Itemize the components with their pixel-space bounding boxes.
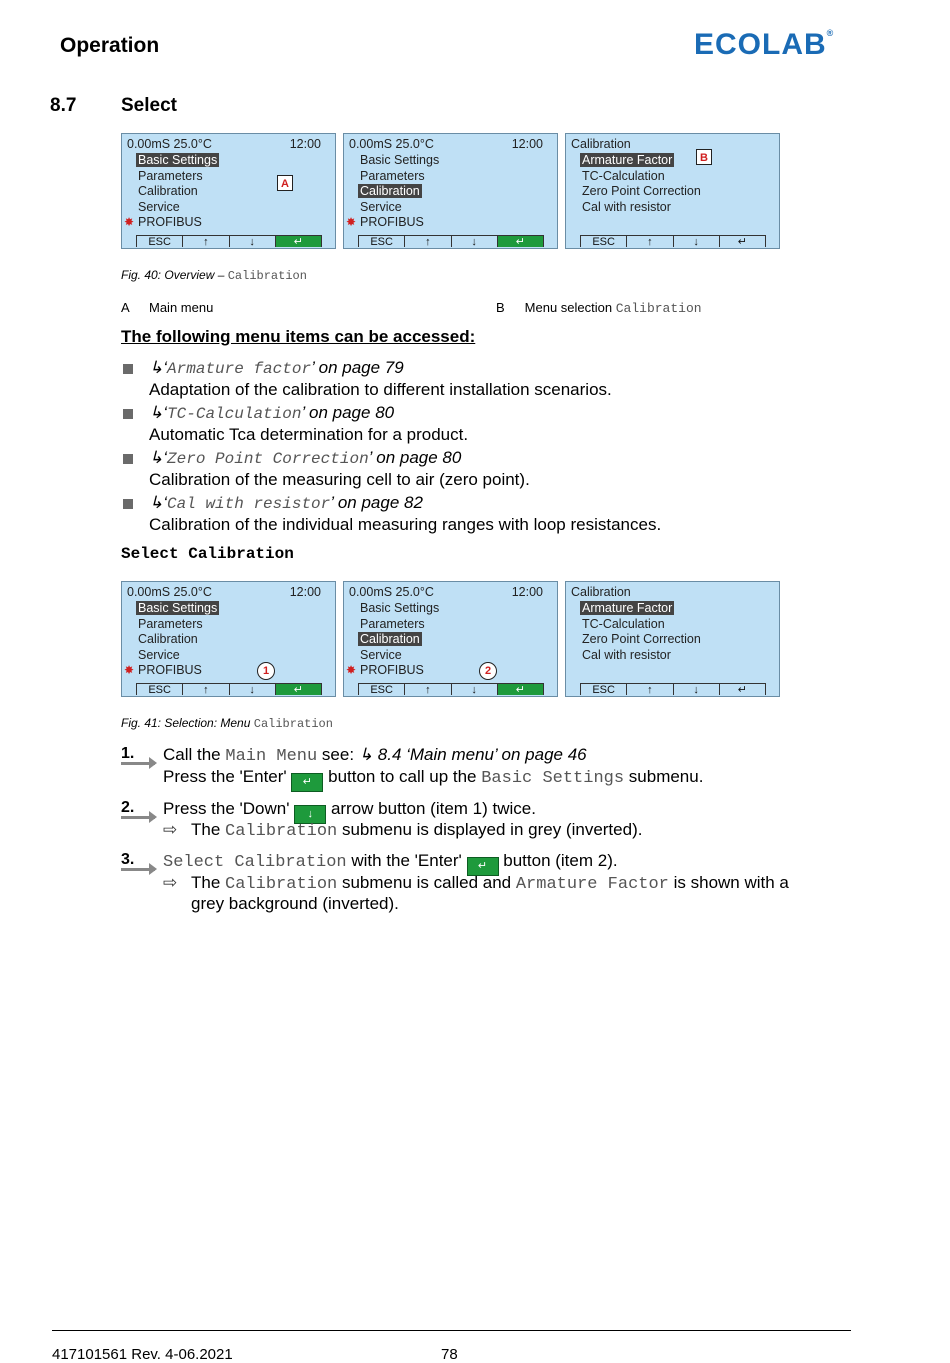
screen-clock: 12:00 [511, 137, 543, 151]
esc-key[interactable]: ESC [580, 683, 627, 695]
screen-menu-item[interactable]: Service [138, 199, 180, 214]
screen-menu-item[interactable]: Calibration [138, 184, 198, 198]
screen-menu-item[interactable]: Parameters [138, 168, 203, 183]
screen-menu-item[interactable]: Zero Point Correction [582, 632, 701, 646]
screen-menu-item[interactable]: Zero Point Correction [582, 184, 701, 198]
screen-clock: 12:00 [289, 585, 321, 599]
callout-number-2: 2 [479, 662, 497, 680]
screen-menu-item[interactable]: Cal with resistor [582, 199, 671, 214]
step-3-result: ⇨ The Calibration submenu is called and Armature Factor is shown with a [163, 873, 789, 894]
esc-key[interactable]: ESC [136, 235, 183, 247]
figure-40-caption: Fig. 40: Overview – Calibration [121, 268, 307, 283]
screen-menu-item[interactable]: Basic Settings [138, 153, 218, 167]
display-screen [343, 581, 558, 697]
screen-menu-item[interactable]: Armature Factor [582, 153, 673, 167]
down-key[interactable]: ↓ [229, 235, 276, 247]
screen-softkey-bar [580, 235, 765, 247]
enter-button-icon: ↵ [467, 857, 499, 876]
screen-menu-item[interactable]: PROFIBUS [138, 215, 202, 229]
figure-41-caption: Fig. 41: Selection: Menu Calibration [121, 716, 333, 731]
menu-item-link[interactable]: ↳‘TC-Calculation’ on page 80 [149, 403, 395, 423]
down-button-icon: ↓ [294, 805, 326, 824]
screen-menu-item[interactable]: TC-Calculation [582, 168, 665, 183]
screen-menu-item[interactable]: Service [360, 647, 402, 662]
screen-softkey-bar [358, 683, 543, 695]
callout-marker-a: A [277, 175, 293, 191]
step-3-line-1: Select Calibration with the 'Enter' ↵ button (item 2). [163, 851, 618, 876]
bullet-icon [123, 409, 133, 419]
menu-items-heading: The following menu items can be accessed: [121, 327, 476, 346]
screen-menu-item[interactable]: TC-Calculation [582, 616, 665, 631]
link-icon: ↳ [149, 358, 164, 377]
alert-star-icon: ✸ [346, 215, 357, 229]
screen-menu-item[interactable]: Cal with resistor [582, 647, 671, 662]
screen-menu-item[interactable]: PROFIBUS [360, 663, 424, 677]
screen-menu-item[interactable]: Service [138, 647, 180, 662]
screen-menu-item[interactable]: Basic Settings [138, 601, 218, 615]
esc-key[interactable]: ESC [580, 235, 627, 247]
alert-star-icon: ✸ [124, 215, 135, 229]
screen-status: 0.00mS 25.0°C [127, 585, 212, 599]
display-screen [121, 581, 336, 697]
enter-key[interactable]: ↵ [719, 683, 766, 695]
result-arrow-icon: ⇨ [163, 873, 178, 892]
section-number: 8.7 [50, 95, 77, 116]
footer-page-number: 78 [441, 1346, 458, 1363]
alert-star-icon: ✸ [124, 663, 135, 677]
esc-key[interactable]: ESC [136, 683, 183, 695]
screen-menu-item[interactable]: PROFIBUS [360, 215, 424, 229]
enter-button-icon: ↵ [291, 773, 323, 792]
step-2-line-1: Press the 'Down' ↓ arrow button (item 1) twice. [163, 799, 536, 824]
menu-item-description: Calibration of the measuring cell to air (zero point). [149, 470, 530, 489]
step-3-arrow-icon [121, 868, 155, 871]
screen-menu-item[interactable]: Calibration [138, 632, 198, 646]
down-key[interactable]: ↓ [451, 683, 498, 695]
step-1-line-2: Press the 'Enter' ↵ button to call up the Basic Settings submenu. [163, 767, 703, 792]
enter-key[interactable]: ↵ [497, 683, 544, 695]
display-screen [565, 133, 780, 249]
menu-item-link[interactable]: ↳‘Armature factor’ on page 79 [149, 358, 404, 378]
menu-item-description: Adaptation of the calibration to different installation scenarios. [149, 380, 612, 399]
step-2-result: ⇨ The Calibration submenu is displayed in grey (inverted). [163, 820, 643, 841]
screen-status: Calibration [571, 137, 631, 151]
link-icon: ↳ [149, 493, 164, 512]
enter-key[interactable]: ↵ [275, 235, 322, 247]
select-command: Select Calibration [121, 545, 294, 563]
esc-key[interactable]: ESC [358, 683, 405, 695]
display-screen [565, 581, 780, 697]
down-key[interactable]: ↓ [229, 683, 276, 695]
screen-softkey-bar [358, 235, 543, 247]
header-title: Operation [60, 34, 160, 57]
screen-softkey-bar [136, 235, 321, 247]
esc-key[interactable]: ESC [358, 235, 405, 247]
screen-menu-item[interactable]: Parameters [360, 616, 425, 631]
screen-menu-item[interactable]: Basic Settings [360, 153, 440, 167]
up-key[interactable]: ↑ [182, 683, 229, 695]
footer-rule [52, 1330, 851, 1331]
screen-softkey-bar [136, 683, 321, 695]
step-3-result-line-2: grey background (inverted). [191, 894, 399, 913]
screen-menu-item[interactable]: Calibration [360, 184, 420, 198]
screen-clock: 12:00 [289, 137, 321, 151]
brand-logo: ECOLAB® [694, 28, 835, 61]
screen-softkey-bar [580, 683, 765, 695]
screen-menu-item[interactable]: Parameters [138, 616, 203, 631]
footer-doc-number: 417101561 Rev. 4-06.2021 [52, 1346, 233, 1363]
result-arrow-icon: ⇨ [163, 820, 178, 839]
down-key[interactable]: ↓ [673, 235, 720, 247]
up-key[interactable]: ↑ [182, 235, 229, 247]
display-screen [343, 133, 558, 249]
step-2-number: 2. [121, 799, 135, 816]
bullet-icon [123, 454, 133, 464]
enter-key[interactable]: ↵ [719, 235, 766, 247]
screen-menu-item[interactable]: PROFIBUS [138, 663, 202, 677]
bullet-icon [123, 364, 133, 374]
callout-marker-b: B [696, 149, 712, 165]
screen-status: 0.00mS 25.0°C [127, 137, 212, 151]
down-key[interactable]: ↓ [451, 235, 498, 247]
up-key[interactable]: ↑ [626, 235, 673, 247]
link-icon: ↳ [149, 403, 164, 422]
step-3-number: 3. [121, 851, 135, 868]
menu-item-link[interactable]: ↳‘Zero Point Correction’ on page 80 [149, 448, 462, 468]
screen-clock: 12:00 [511, 585, 543, 599]
screen-menu-item[interactable]: Service [360, 199, 402, 214]
legend-b: B Menu selection Calibration [496, 300, 702, 316]
screen-status: 0.00mS 25.0°C [349, 585, 434, 599]
up-key[interactable]: ↑ [404, 235, 451, 247]
step-2-arrow-icon [121, 816, 155, 819]
menu-item-link[interactable]: ↳‘Cal with resistor’ on page 82 [149, 493, 423, 513]
step-1-number: 1. [121, 745, 135, 762]
bullet-icon [123, 499, 133, 509]
screen-menu-item[interactable]: Armature Factor [582, 601, 673, 615]
up-key[interactable]: ↑ [404, 683, 451, 695]
down-key[interactable]: ↓ [673, 683, 720, 695]
screen-status: 0.00mS 25.0°C [349, 137, 434, 151]
display-screen [121, 133, 336, 249]
enter-key[interactable]: ↵ [275, 683, 322, 695]
screen-menu-item[interactable]: Parameters [360, 168, 425, 183]
enter-key[interactable]: ↵ [497, 235, 544, 247]
screen-status: Calibration [571, 585, 631, 599]
callout-number-1: 1 [257, 662, 275, 680]
screen-menu-item[interactable]: Calibration [360, 632, 420, 646]
step-1-line-1: Call the Main Menu see: ↳ 8.4 ‘Main menu’ on page 46 [163, 745, 587, 766]
step-1-arrow-icon [121, 762, 155, 765]
menu-item-description: Automatic Tca determination for a product. [149, 425, 469, 444]
section-title: Select [121, 95, 177, 116]
up-key[interactable]: ↑ [626, 683, 673, 695]
screen-menu-item[interactable]: Basic Settings [360, 601, 440, 615]
legend-a: A Main menu [121, 300, 214, 315]
link-icon: ↳ [149, 448, 164, 467]
menu-item-description: Calibration of the individual measuring ranges with loop resistances. [149, 515, 662, 534]
alert-star-icon: ✸ [346, 663, 357, 677]
